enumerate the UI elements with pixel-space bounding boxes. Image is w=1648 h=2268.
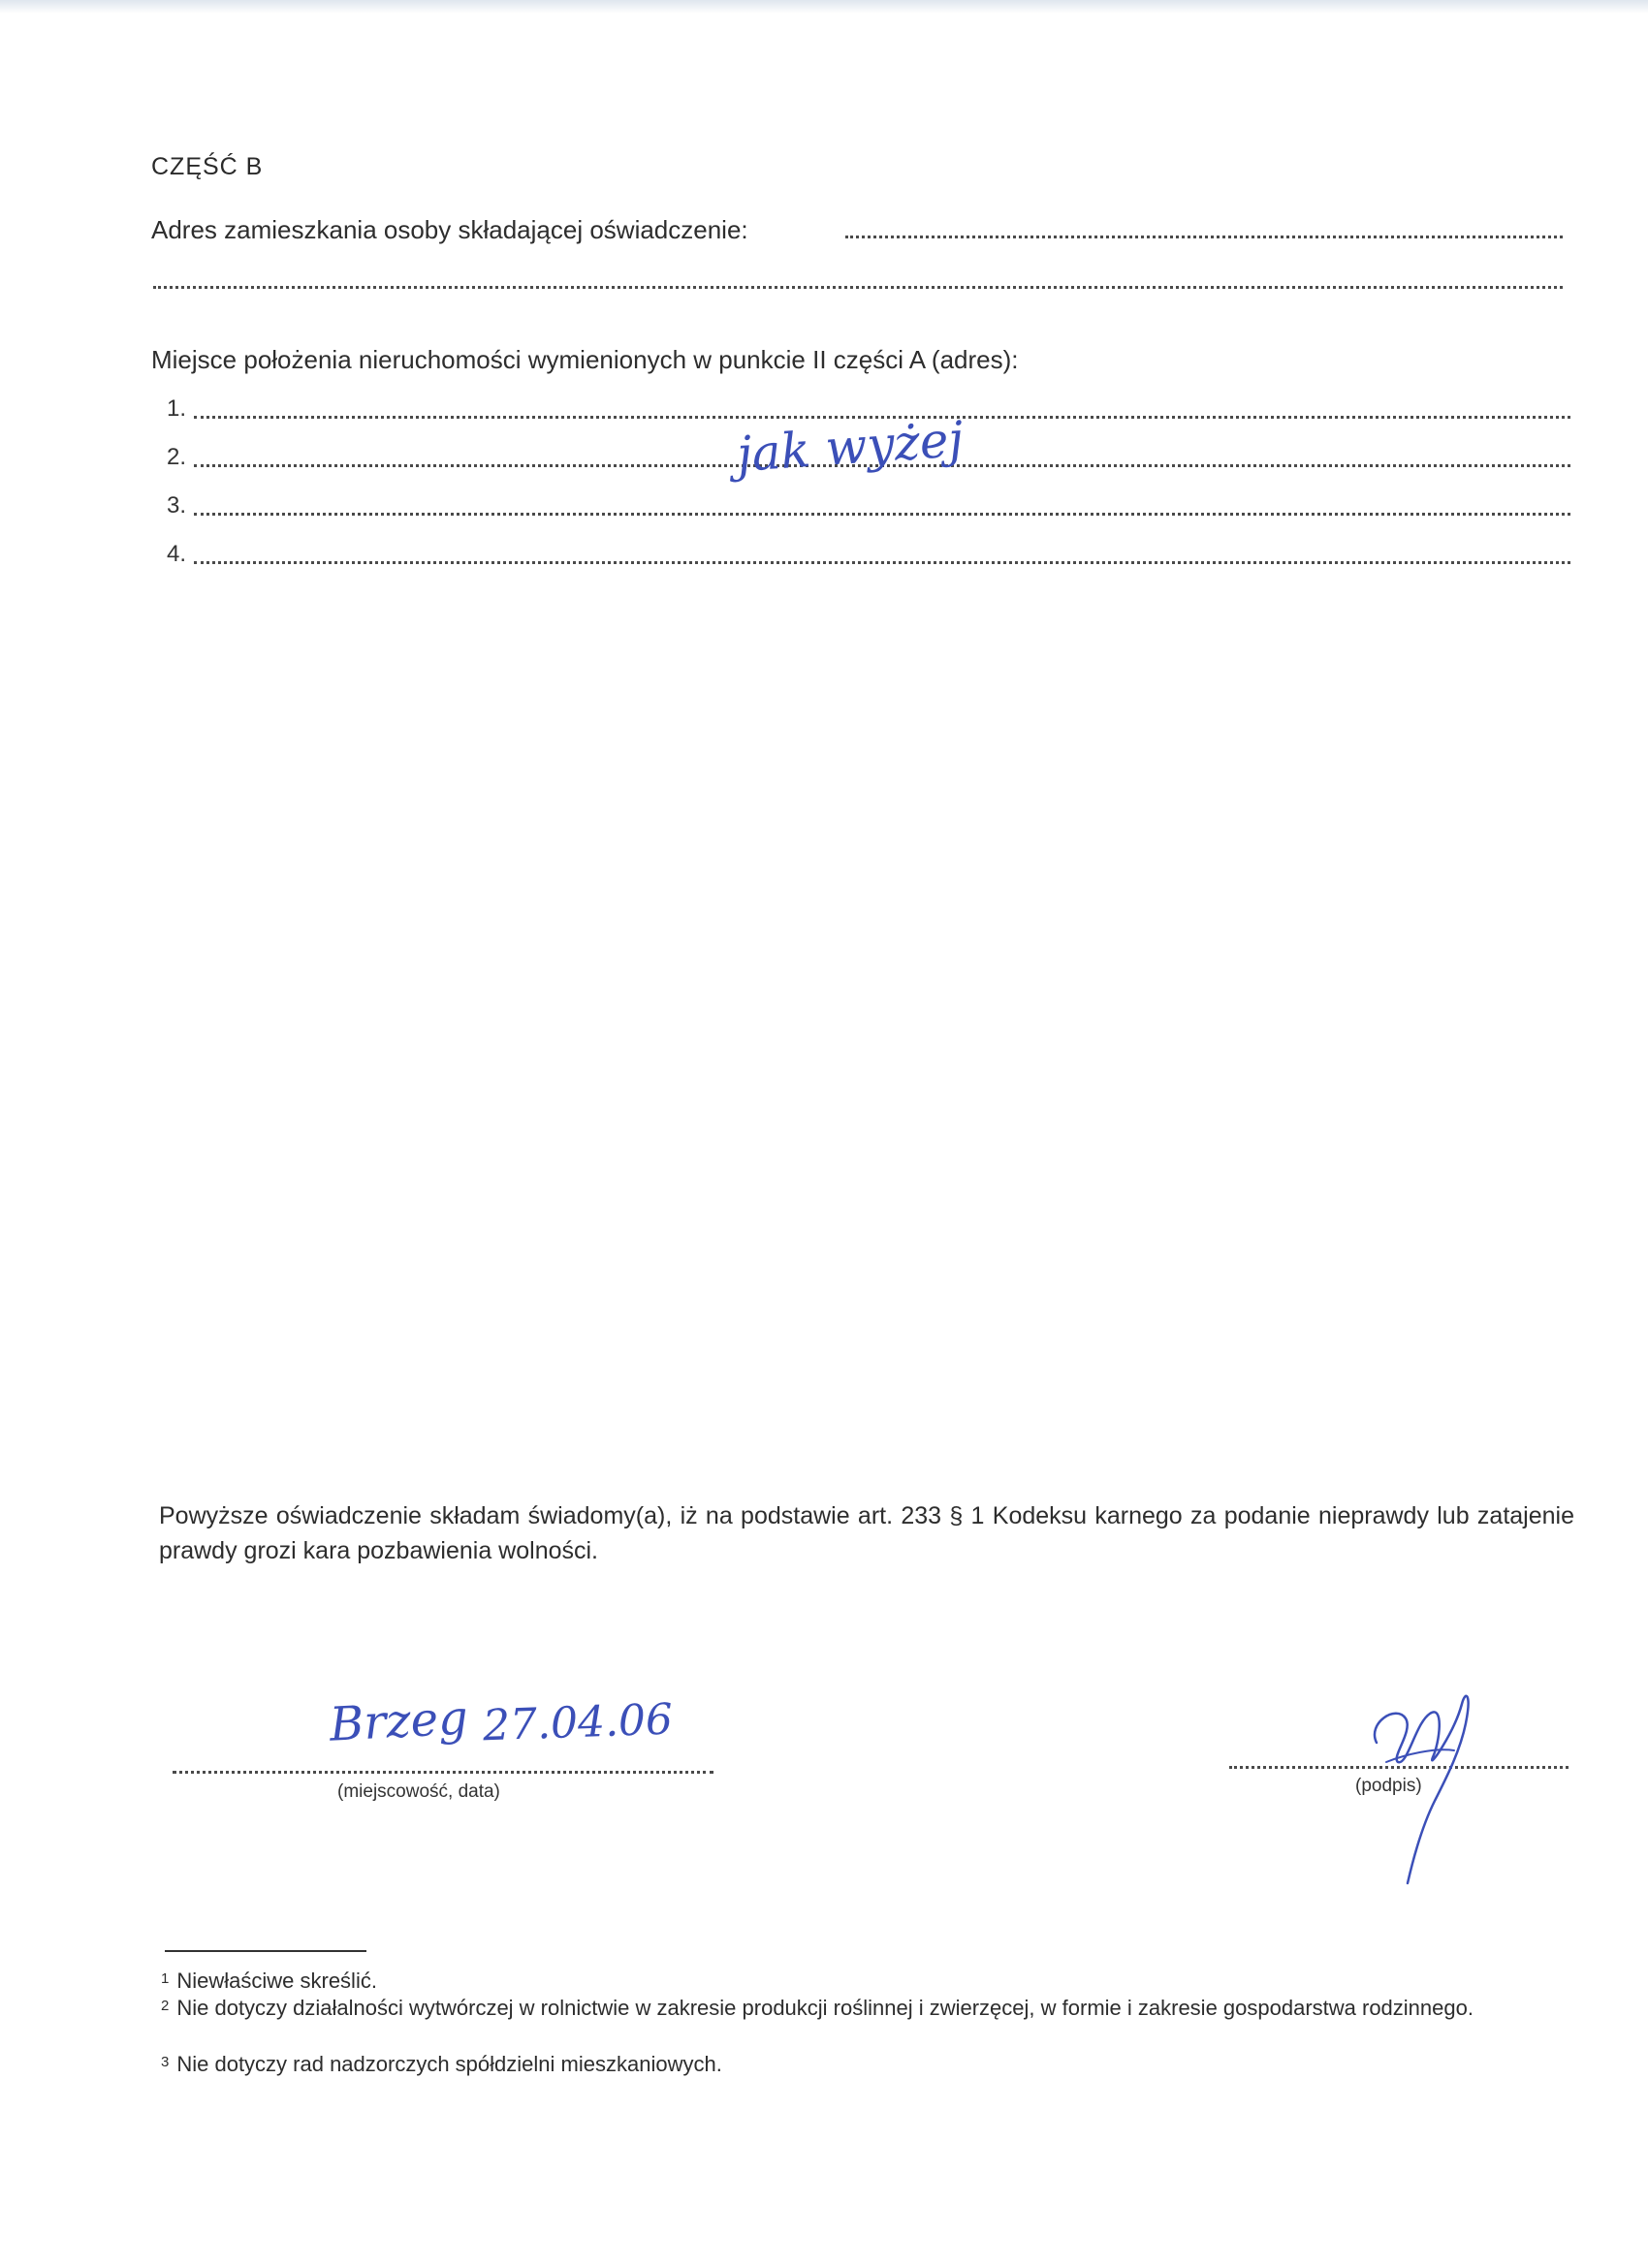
handwritten-property-2: jak wyżej (735, 410, 966, 484)
footnote-marker: 2 (161, 1998, 170, 2014)
address-label: Adres zamieszkania osoby składającej oświadczenie: (151, 215, 748, 244)
place-date-caption: (miejscowość, data) (337, 1781, 500, 1802)
footnote-rule (165, 1950, 366, 1952)
property-number-2: 2. (167, 444, 187, 470)
footnote-2 (161, 1995, 1563, 2021)
handwritten-date: 27.04.06 (482, 1694, 674, 1751)
footnote-marker: 1 (161, 1970, 170, 1987)
signature-caption: (podpis) (1355, 1776, 1422, 1796)
section-heading: CZĘŚĆ B (151, 153, 264, 180)
footnote-text: Nie dotyczy działalności wytwórczej w rolnictwie w zakresie produkcji roślinnej i zwierzęcej, w formie i zakresie gospodarstwa rodzinnego. (176, 1996, 1474, 2020)
address-line-1[interactable] (845, 236, 1563, 238)
place-date-line[interactable] (173, 1771, 713, 1774)
handwritten-signature (1338, 1665, 1493, 1888)
declaration-text: Powyższe oświadczenie składam świadomy(a), iż na podstawie art. 233 § 1 Kodeksu karnego za podanie nieprawdy lub zatajenie prawdy grozi kara pozbawienia wolności. (159, 1502, 1574, 1564)
property-number-1: 1. (167, 395, 187, 422)
property-line-4[interactable] (194, 561, 1570, 564)
scan-edge (0, 0, 1648, 14)
footnote-marker: 3 (161, 2054, 170, 2070)
address-line-2[interactable] (153, 286, 1563, 289)
footnote-3 (161, 2051, 1563, 2077)
property-number-3: 3. (167, 492, 187, 519)
footnote-1 (161, 1968, 1563, 1994)
property-line-3[interactable] (194, 513, 1570, 516)
properties-label: Miejsce położenia nieruchomości wymienionych w punkcie II części A (adres): (151, 345, 1019, 374)
footnote-text: Nie dotyczy rad nadzorczych spółdzielni mieszkaniowych. (176, 2052, 722, 2076)
footnote-text: Niewłaściwe skreślić. (176, 1969, 377, 1993)
property-number-4: 4. (167, 541, 187, 567)
handwritten-place: Brzeg (328, 1690, 470, 1752)
